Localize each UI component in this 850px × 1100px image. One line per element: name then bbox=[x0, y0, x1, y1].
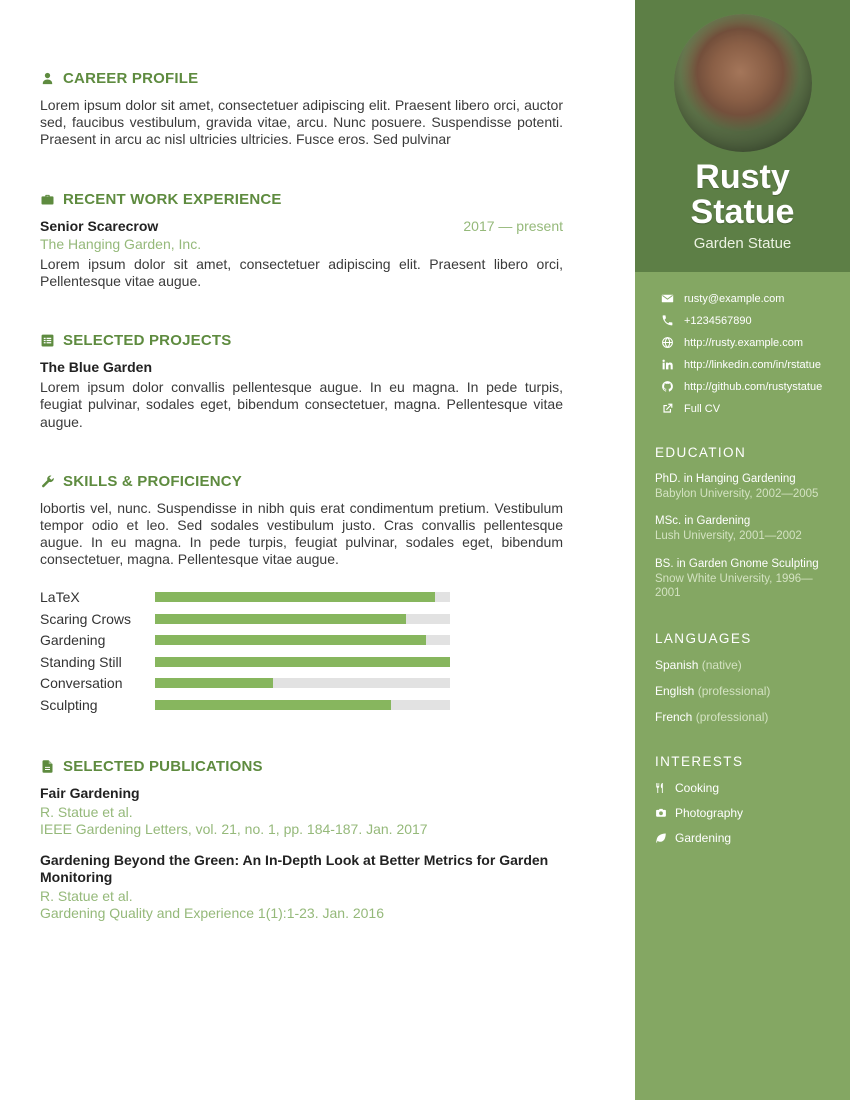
education-school: Lush University, 2001—2002 bbox=[655, 530, 802, 543]
interests-heading: INTERESTS bbox=[655, 754, 744, 770]
user-icon bbox=[40, 71, 55, 86]
tasks-icon bbox=[40, 333, 55, 348]
career-profile-text: Lorem ipsum dolor sit amet, consectetuer adipiscing elit. Praesent libero orci, auctor sed, faucibus vestibulum, gravida vitae, arcu. Nunc posuere. Suspendisse potenti. Praesent in arcu ac nisl ultricies ultricies. Fusce eros. Sed pulvinar bbox=[40, 97, 563, 148]
contact-phone[interactable] bbox=[661, 314, 842, 327]
phone-icon bbox=[661, 314, 674, 327]
language-name: Spanish bbox=[655, 658, 699, 673]
leaf-icon bbox=[655, 832, 667, 844]
language-name: English bbox=[655, 684, 695, 699]
publication-venue: Gardening Quality and Experience 1(1):1-23. Jan. 2016 bbox=[40, 905, 384, 922]
github-icon bbox=[661, 380, 674, 393]
skill-bar-fill bbox=[155, 592, 435, 602]
skill-bar-track bbox=[155, 592, 450, 602]
contact-linkedin[interactable] bbox=[661, 358, 842, 371]
skill-bar-fill bbox=[155, 614, 406, 624]
linkedin-icon bbox=[661, 358, 674, 371]
section-selected-projects bbox=[40, 332, 563, 431]
skill-bar-track bbox=[155, 700, 450, 710]
education-heading: EDUCATION bbox=[655, 445, 747, 461]
person-name-line2: Statue bbox=[690, 193, 795, 232]
person-name-line1: Rusty bbox=[695, 158, 790, 196]
education-list bbox=[655, 472, 836, 601]
interest-entry bbox=[655, 831, 850, 845]
job-description: Lorem ipsum dolor sit amet, consectetuer adipiscing elit. Praesent libero orci, Pellentesque vitae augue. bbox=[40, 255, 563, 289]
publication-authors: R. Statue et al. bbox=[40, 803, 133, 820]
skill-row bbox=[40, 651, 563, 673]
contact-email[interactable] bbox=[661, 292, 842, 305]
language-level: (native) bbox=[701, 658, 742, 673]
project-title: The Blue Garden bbox=[40, 359, 153, 376]
skill-row bbox=[40, 630, 563, 652]
interests-list bbox=[655, 781, 850, 845]
person-job-title: Garden Statue bbox=[693, 235, 792, 253]
contact-full-cv-text: Full CV bbox=[684, 402, 721, 415]
contact-github-text: http://github.com/rustystatue bbox=[684, 380, 823, 393]
skill-label: LaTeX bbox=[40, 589, 80, 606]
publication-authors: R. Statue et al. bbox=[40, 887, 133, 904]
education-entry bbox=[655, 514, 836, 543]
language-entry bbox=[655, 658, 850, 672]
briefcase-icon bbox=[40, 192, 55, 207]
skills-heading bbox=[40, 473, 563, 490]
publication-title: Fair Gardening bbox=[40, 784, 140, 801]
skills-intro-text: lobortis vel, nunc. Suspendisse in nibh quis erat condimentum pretium. Vestibulum tempor odio et leo. Sed sodales vestibulum justo. Cras convallis pellentesque augue. In eu magna. In pede turpis, feugiat pulvinar, sodales eget, bibendum consectetuer, magna. Pellentesque vitae augue. bbox=[40, 499, 563, 568]
contact-phone-text: +1234567890 bbox=[684, 314, 752, 327]
skill-label: Gardening bbox=[40, 632, 106, 649]
interest-label: Cooking bbox=[675, 781, 720, 796]
skill-bar-track bbox=[155, 614, 450, 624]
globe-icon bbox=[661, 336, 674, 349]
publication-venue: IEEE Gardening Letters, vol. 21, no. 1, pp. 184-187. Jan. 2017 bbox=[40, 821, 428, 838]
skill-bar-fill bbox=[155, 635, 426, 645]
utensils-icon bbox=[655, 782, 667, 794]
selected-projects-heading-label: SELECTED PROJECTS bbox=[63, 332, 232, 350]
camera-icon bbox=[655, 807, 667, 819]
languages-list bbox=[655, 658, 850, 724]
career-profile-heading-label: CAREER PROFILE bbox=[63, 70, 199, 87]
contact-github[interactable] bbox=[661, 380, 842, 393]
skills-bar-chart bbox=[40, 587, 563, 716]
document-icon bbox=[40, 759, 55, 774]
project-entry bbox=[40, 359, 563, 431]
sidebar bbox=[635, 0, 850, 1100]
skill-label: Scaring Crows bbox=[40, 610, 132, 627]
education-degree: PhD. in Hanging Gardening bbox=[655, 473, 796, 486]
education-school: Babylon University, 2002—2005 bbox=[655, 487, 819, 500]
skills-heading-label: SKILLS & PROFICIENCY bbox=[63, 472, 243, 490]
section-publications bbox=[40, 758, 563, 923]
contact-list bbox=[635, 272, 850, 415]
main-column bbox=[40, 70, 563, 923]
education-entry bbox=[655, 557, 836, 601]
skill-row bbox=[40, 608, 563, 630]
work-experience-heading-label: RECENT WORK EXPERIENCE bbox=[63, 190, 282, 208]
skill-bar-fill bbox=[155, 678, 273, 688]
work-experience-heading bbox=[40, 191, 563, 208]
skill-label: Sculpting bbox=[40, 696, 98, 713]
selected-projects-heading bbox=[40, 332, 563, 349]
education-degree: BS. in Garden Gnome Sculpting bbox=[655, 557, 819, 570]
envelope-icon bbox=[661, 292, 674, 305]
section-skills bbox=[40, 473, 563, 716]
job-title: Senior Scarecrow bbox=[40, 217, 159, 234]
language-name: French bbox=[655, 710, 693, 725]
skill-label: Standing Still bbox=[40, 653, 122, 670]
publication-title: Gardening Beyond the Green: An In-Depth Look at Better Metrics for Garden Monitoring bbox=[40, 851, 549, 885]
skill-label: Conversation bbox=[40, 675, 123, 692]
education-entry bbox=[655, 472, 836, 501]
education-degree: MSc. in Gardening bbox=[655, 515, 751, 528]
skill-bar-track bbox=[155, 678, 450, 688]
job-entry bbox=[40, 218, 563, 290]
publications-heading bbox=[40, 758, 563, 775]
contact-email-text: rusty@example.com bbox=[684, 292, 785, 305]
sidebar-header bbox=[635, 0, 850, 272]
skill-bar-fill bbox=[155, 657, 450, 667]
publication-entry bbox=[40, 852, 563, 923]
skill-row bbox=[40, 694, 563, 716]
profile-photo bbox=[674, 14, 812, 152]
skill-bar-track bbox=[155, 635, 450, 645]
wrench-icon bbox=[40, 474, 55, 489]
skill-bar-track bbox=[155, 657, 450, 667]
interest-entry bbox=[655, 806, 850, 820]
interest-label: Gardening bbox=[675, 831, 732, 846]
job-dates: 2017 — present bbox=[463, 217, 563, 234]
publication-entry bbox=[40, 785, 563, 839]
language-level: (professional) bbox=[697, 684, 771, 699]
interest-label: Photography bbox=[675, 806, 744, 821]
section-work-experience bbox=[40, 191, 563, 290]
skill-bar-fill bbox=[155, 700, 391, 710]
publications-heading-label: SELECTED PUBLICATIONS bbox=[63, 757, 263, 775]
language-level: (professional) bbox=[695, 710, 769, 725]
external-link-icon bbox=[661, 402, 674, 415]
contact-website[interactable] bbox=[661, 336, 842, 349]
skill-row bbox=[40, 587, 563, 609]
contact-website-text: http://rusty.example.com bbox=[684, 336, 804, 349]
project-description: Lorem ipsum dolor convallis pellentesque augue. In eu magna. In pede turpis, feugiat pulvinar, sodales eget, bibendum consectetuer, magna. Pellentesque vitae augue. bbox=[40, 379, 563, 430]
person-name bbox=[645, 160, 840, 230]
language-entry bbox=[655, 710, 850, 724]
career-profile-heading bbox=[40, 70, 563, 87]
languages-heading: LANGUAGES bbox=[655, 631, 752, 647]
job-head-row bbox=[40, 218, 563, 234]
skill-row bbox=[40, 673, 563, 695]
contact-full-cv-link[interactable] bbox=[661, 402, 842, 415]
contact-linkedin-text: http://linkedin.com/in/rstatue bbox=[684, 358, 821, 371]
language-entry bbox=[655, 684, 850, 698]
job-company: The Hanging Garden, Inc. bbox=[40, 235, 202, 252]
interest-entry bbox=[655, 781, 850, 795]
section-career-profile bbox=[40, 70, 563, 149]
education-school: Snow White University, 1996—2001 bbox=[655, 572, 813, 600]
